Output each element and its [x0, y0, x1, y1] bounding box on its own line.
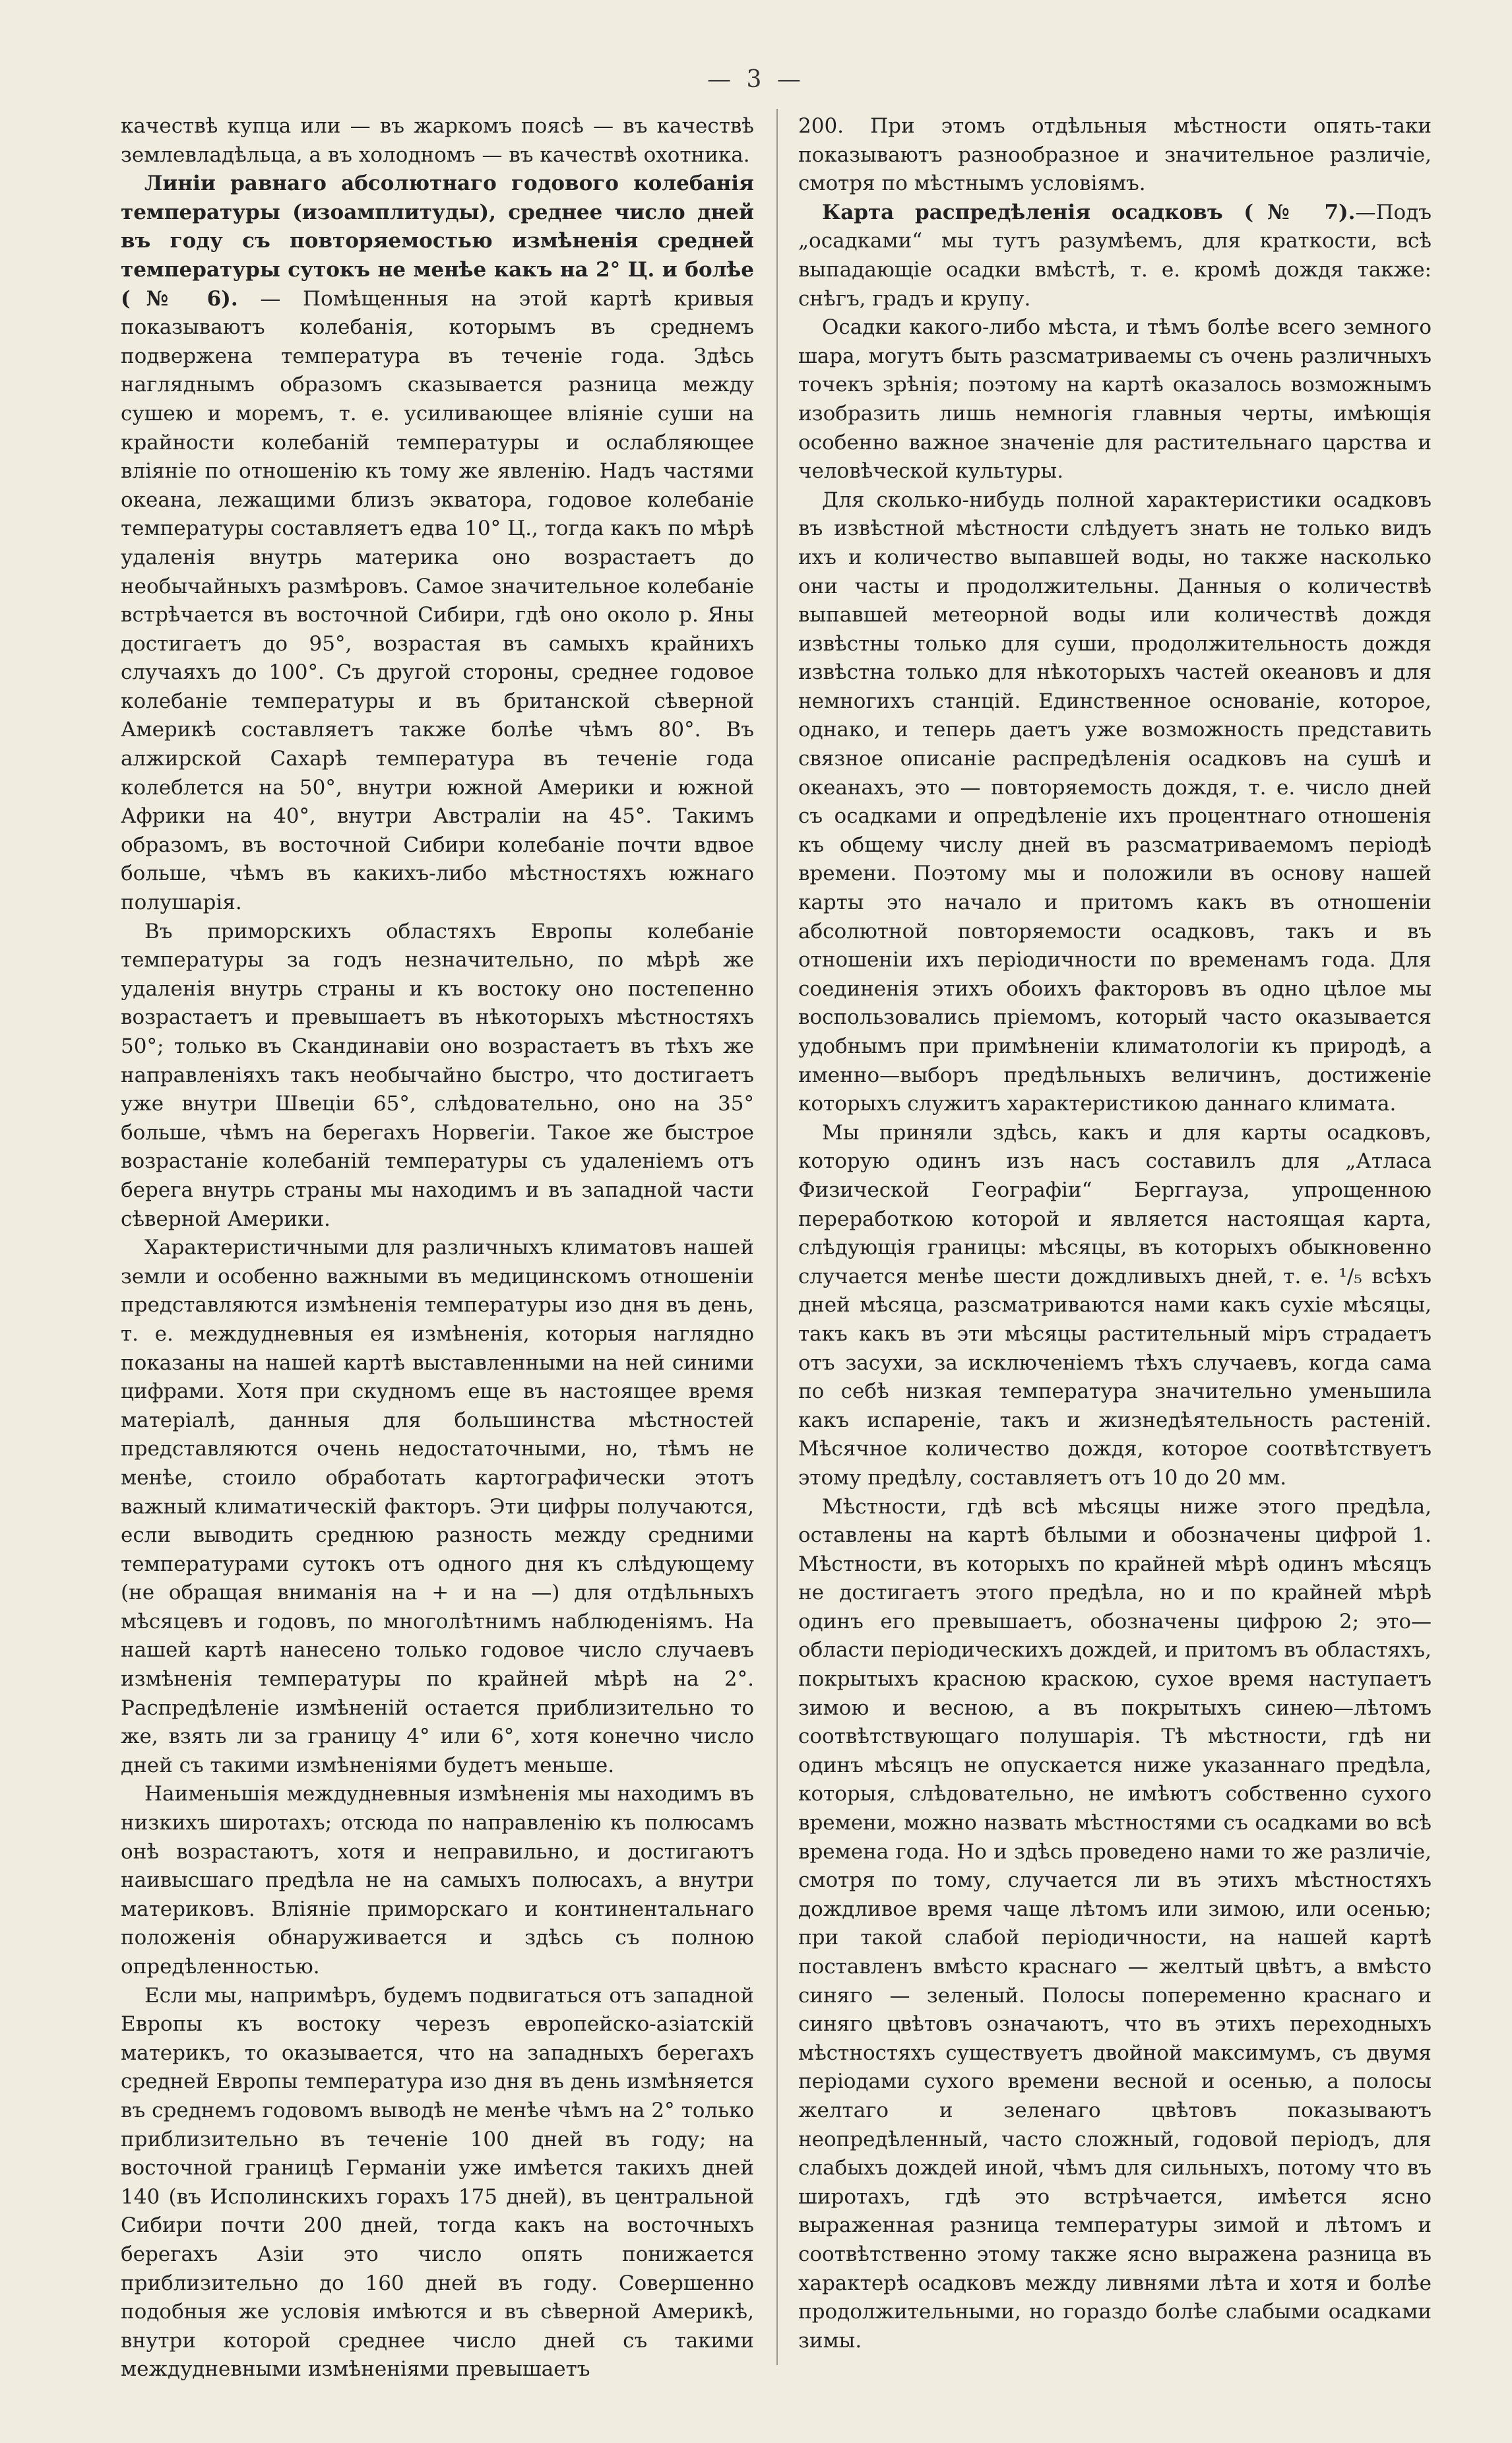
column-divider	[776, 109, 778, 2365]
left-column	[121, 112, 754, 2384]
paragraph: Мы приняли здѣсь, какъ и для карты осадковъ, которую одинъ изъ насъ составилъ для „Атласа Физической Географіи“ Берггауза, упрощенною переработкою которой и является настоящая карта, слѣдующія границы: мѣсяцы, въ которыхъ обыкновенно случается менѣе шести дождливыхъ дней, т. е. ¹/₅ всѣхъ дней мѣсяца, разсматриваются нами какъ сухіе мѣсяцы, такъ какъ въ эти мѣсяцы растительный міръ страдаетъ отъ засухи, за исключеніемъ тѣхъ случаевъ, когда сама по себѣ низкая температура значительно уменьшила какъ испареніе, такъ и жизнедѣятельность растеній. Мѣсячное количество дождя, которое соотвѣтствуетъ этому предѣлу, составляетъ отъ 10 до 20 мм.	[798, 1120, 1432, 1490]
paragraph-text: — Помѣщенныя на этой картѣ кривыя показываютъ колебанія, которымъ въ среднемъ подвержена температура въ теченіе года. Здѣсь нагляднымъ образомъ сказывается разница между сушею и моремъ, т. е. усиливающее вліяніе суши на крайности колебаній температуры и ослабляющее вліяніе по отношенію къ тому же явленію. Надъ частями океана, лежащими близъ экватора, годовое колебаніе температуры составляетъ едва 10° Ц., тогда какъ по мѣрѣ удаленія внутрь материка оно возрастаетъ до необычайныхъ размѣровъ. Самое значительное колебаніе встрѣчается въ восточной Сибири, гдѣ оно около р. Яны достигаетъ до 95°, возрастая въ самыхъ крайнихъ случаяхъ до 100°. Съ другой стороны, среднее годовое колебаніе температуры и въ британской сѣверной Америкѣ составляетъ также болѣе чѣмъ 80°. Въ алжирской Сахарѣ температура въ теченіе года колеблется на 50°, внутри южной Америки и южной Африки на 40°, внутри Австраліи на 45°. Такимъ образомъ, въ восточной Сибири колебаніе почти вдвое больше, чѣмъ въ какихъ-либо мѣстностяхъ южнаго полушарія.	[121, 286, 755, 915]
right-column	[798, 112, 1432, 2355]
paragraph: Въ приморскихъ областяхъ Европы колебаніе температуры за годъ незначительно, по мѣрѣ же удаленія внутрь страны и къ востоку оно постепенно возрастаетъ и превышаетъ въ нѣкоторыхъ мѣстностяхъ 50°; только въ Скандинавіи оно возрастаетъ въ тѣхъ же направленіяхъ такъ необычайно быстро, что достигаетъ уже внутри Швеціи 65°, слѣдовательно, оно на 35° больше, чѣмъ на берегахъ Норвегіи. Такое же быстрое возрастаніе колебаній температуры съ удаленіемъ отъ берега внутрь страны мы находимъ и въ западной части сѣверной Америки.	[121, 919, 754, 1231]
paragraph: Если мы, напримѣръ, будемъ подвигаться отъ западной Европы къ востоку черезъ европейско-азіатскій материкъ, то оказывается, что на западныхъ берегахъ средней Европы температура изо дня въ день измѣняется въ среднемъ годовомъ выводѣ не менѣе чѣмъ на 2° только приблизительно въ теченіе 100 дней въ году; на восточной границѣ Германіи уже имѣется такихъ дней 140 (въ Исполинскихъ горахъ 175 дней), въ центральной Сибири почти 200 дней, тогда какъ на восточныхъ берегахъ Азіи это число опять понижается приблизительно до 160 дней въ году. Совершенно подобныя же условія имѣются и въ сѣверной Америкѣ, внутри которой среднее число дней съ такими междудневными измѣненіями превышаетъ	[121, 1983, 754, 2382]
paragraph-text: —Подъ „осадками“ мы тутъ разумѣемъ, для краткости, всѣ выпадающіе осадки вмѣстѣ, т. е. кромѣ дождя также: снѣгъ, градъ и крупу.	[798, 200, 1432, 311]
paragraph: 200. При этомъ отдѣльныя мѣстности опять-таки показываютъ разнообразное и значительное различіе, смотря по мѣстнымъ условіямъ.	[798, 114, 1432, 196]
paragraph: качествѣ купца или — въ жаркомъ поясѣ — въ качествѣ землевладѣльца, а въ холодномъ — въ качествѣ охотника.	[121, 114, 754, 167]
page-number: — 3 —	[707, 66, 805, 93]
paragraph: Мѣстности, гдѣ всѣ мѣсяцы ниже этого предѣла, оставлены на картѣ бѣлыми и обозначены цифрой 1. Мѣстности, въ которыхъ по крайней мѣрѣ одинъ мѣсяцъ не достигаетъ этого предѣла, но и по крайней мѣрѣ одинъ его превышаетъ, обозначены цифрою 2; это—области періодическихъ дождей, и притомъ въ областяхъ, покрытыхъ красною краскою, сухое время наступаетъ зимою и весною, а въ покрытыхъ синею—лѣтомъ соотвѣтствующаго полушарія. Тѣ мѣстности, гдѣ ни одинъ мѣсяцъ не опускается ниже указаннаго предѣла, которыя, слѣдовательно, не имѣютъ собственно сухого времени, можно назвать мѣстностями съ осадками во всѣ времена года. Но и здѣсь проведено нами то же различіе, смотря по тому, случается ли въ этихъ мѣстностяхъ дождливое время чаще лѣтомъ или зимою, или осенью; при такой слабой періодичности, на нашей картѣ поставленъ вмѣсто краснаго — желтый цвѣтъ, а вмѣсто синяго — зеленый. Полосы попеременно краснаго и синяго цвѣтовъ означаютъ, что въ этихъ переходныхъ мѣстностяхъ существуетъ двойной максимумъ, съ двумя періодами сухого времени весной и осенью, а полосы желтаго и зеленаго цвѣтовъ показываютъ неопредѣленный, часто сложный, годовой періодъ, для слабыхъ дождей иной, чѣмъ для сильныхъ, потому что въ широтахъ, гдѣ это встрѣчается, имѣется ясно выраженная разница температуры зимой и лѣтомъ и соотвѣтственно этому также ясно выражена разница въ характерѣ осадковъ между ливнями лѣта и хотя и болѣе продолжительными, но гораздо болѣе слабыми осадками зимы.	[798, 1494, 1432, 2353]
paragraph: Наименьшія междудневныя измѣненія мы находимъ въ низкихъ широтахъ; отсюда по направленію къ полюсамъ онѣ возрастаютъ, хотя и неправильно, и достигаютъ наивысшаго предѣла не на самыхъ полюсахъ, а внутри материковъ. Вліяніе приморскаго и континентальнаго положенія обнаруживается и здѣсь съ полною опредѣленностью.	[121, 1782, 754, 1979]
section-heading: Карта распредѣленія осадковъ (№ 7).	[822, 200, 1356, 224]
paragraph-map-7	[798, 199, 1432, 313]
paragraph: Характеристичными для различныхъ климатовъ нашей земли и особенно важными въ медицинскомъ отношеніи представляются измѣненія температуры изо дня въ день, т. е. междудневныя ея измѣненія, которыя наглядно показаны на нашей картѣ выставленными на ней синими цифрами. Хотя при скудномъ еще въ настоящее время матеріалѣ, данныя для большинства мѣстностей представляются очень недостаточными, но, тѣмъ не менѣе, стоило обработать картографически этотъ важный климатическій факторъ. Эти цифры получаются, если выводить среднюю разность между средними температурами сутокъ отъ одного дня къ слѣдующему (не обращая вниманія на + и на —) для отдѣльныхъ мѣсяцевъ и годовъ, по многолѣтнимъ наблюденіямъ. На нашей картѣ нанесено только годовое число случаевъ измѣненія температуры по крайней мѣрѣ на 2°. Распредѣленіе измѣненій остается приблизительно то же, взять ли за границу 4° или 6°, хотя конечно число дней съ такими измѣненіями будетъ меньше.	[121, 1236, 754, 1777]
paragraph: Для сколько-нибудь полной характеристики осадковъ въ извѣстной мѣстности слѣдуетъ знать не только видъ ихъ и количество выпавшей воды, но также насколько они часты и продолжительны. Данныя о количествѣ выпавшей метеорной воды или количествѣ дождя извѣстны только для суши, продолжительность дождя извѣстна только для нѣкоторыхъ частей океановъ и для немногихъ станцій. Единственное основаніе, которое, однако, и теперь даетъ уже возможность представить связное описаніе распредѣленія осадковъ на сушѣ и океанахъ, это — повторяемость дождя, т. е. число дней съ осадками и опредѣленіе ихъ процентнаго отношенія къ общему числу дней въ разсматриваемомъ періодѣ времени. Поэтому мы и положили въ основу нашей карты это начало и притомъ какъ въ отношеніи абсолютной повторяемости осадковъ, такъ и въ отношеніи ихъ періодичности по временамъ года. Для соединенія этихъ обоихъ факторовъ въ одно цѣлое мы воспользовались пріемомъ, который часто оказывается удобнымъ при примѣненіи климатологіи къ природѣ, а именно—выборъ предѣльныхъ величинъ, достиженіе которыхъ служитъ характеристикою даннаго климата.	[798, 488, 1432, 1116]
section-heading: Линіи равнаго абсолютнаго годового колебанія температуры (изоамплитуды), среднее число дней въ году съ повторяемостью измѣненія средней температуры сутокъ не менѣе какъ на 2° Ц. и болѣе (№ 6).	[121, 172, 754, 311]
paragraph: Осадки какого-либо мѣста, и тѣмъ болѣе всего земного шара, могутъ быть разсматриваемы съ очень различныхъ точекъ зрѣнія; поэтому на картѣ оказалось возможнымъ изобразить лишь немногія главныя черты, имѣющія особенно важное значеніе для растительнаго царства и человѣческой культуры.	[798, 315, 1432, 484]
paragraph-map-6	[121, 170, 754, 917]
